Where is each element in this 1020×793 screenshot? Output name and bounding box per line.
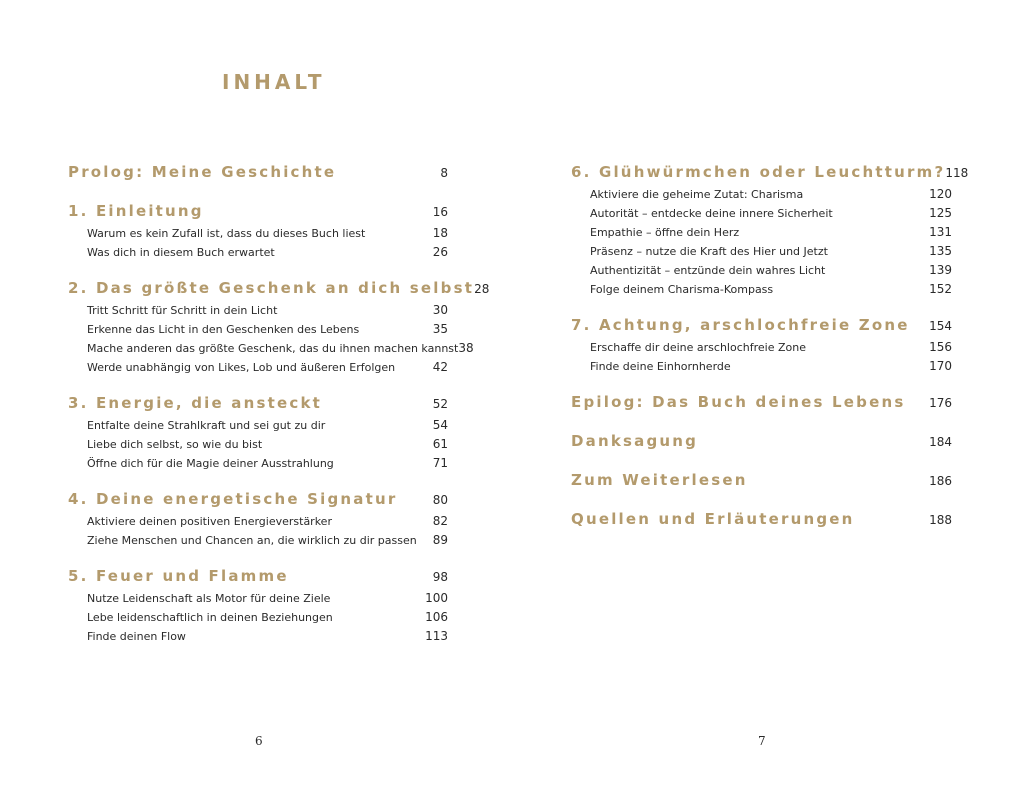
section-title: Lebe leidenschaftlich in deinen Beziehungen — [87, 611, 333, 624]
chapter-title: Zum Weiterlesen — [571, 471, 748, 489]
section-page-number: 100 — [425, 591, 448, 605]
section-entry[interactable] — [68, 437, 448, 456]
section-title: Mache anderen das größte Geschenk, das du ihnen machen kannst — [87, 342, 459, 355]
chapter-page-number: 8 — [440, 166, 448, 180]
section-entry[interactable] — [68, 629, 448, 648]
toc-heading: INHALT — [222, 70, 326, 94]
section-page-number: 89 — [432, 533, 448, 547]
chapter-title: 7. Achtung, arschlochfreie Zone — [571, 316, 910, 334]
section-title: Öffne dich für die Magie deiner Ausstrahlung — [87, 457, 334, 470]
chapter-page-number: 184 — [929, 435, 952, 449]
chapter-page-number: 186 — [929, 474, 952, 488]
toc-chapter — [571, 510, 952, 534]
section-page-number: 131 — [929, 225, 952, 239]
chapter-entry[interactable] — [571, 510, 952, 534]
chapter-entry[interactable] — [68, 490, 448, 514]
chapter-title: 1. Einleitung — [68, 202, 204, 220]
section-entry[interactable] — [571, 263, 952, 282]
chapter-title: 4. Deine energetische Signatur — [68, 490, 398, 508]
chapter-entry[interactable] — [68, 202, 448, 226]
toc-chapter — [571, 393, 952, 417]
section-title: Autorität – entdecke deine innere Sicherheit — [590, 207, 833, 220]
section-title: Präsenz – nutze die Kraft des Hier und Jetzt — [590, 245, 828, 258]
right-page — [510, 0, 1020, 793]
chapter-entry[interactable] — [571, 316, 952, 340]
section-entry[interactable] — [571, 244, 952, 263]
section-entry[interactable] — [68, 226, 448, 245]
chapter-entry[interactable] — [571, 432, 952, 456]
section-entry[interactable] — [68, 245, 448, 264]
chapter-page-number: 16 — [432, 205, 448, 219]
section-entry[interactable] — [68, 591, 448, 610]
chapter-page-number: 28 — [474, 282, 490, 296]
section-title: Nutze Leidenschaft als Motor für deine Ziele — [87, 592, 331, 605]
chapter-page-number: 154 — [929, 319, 952, 333]
chapter-page-number: 98 — [432, 570, 448, 584]
section-title: Finde deine Einhornherde — [590, 360, 731, 373]
section-page-number: 71 — [432, 456, 448, 470]
section-entry[interactable] — [68, 341, 474, 360]
toc-left — [68, 163, 490, 663]
section-title: Folge deinem Charisma-Kompass — [590, 283, 774, 296]
section-page-number: 61 — [432, 437, 448, 451]
chapter-page-number: 80 — [432, 493, 448, 507]
section-page-number: 120 — [929, 187, 952, 201]
section-title: Warum es kein Zufall ist, dass du dieses Buch liest — [87, 227, 366, 240]
section-title: Liebe dich selbst, so wie du bist — [87, 438, 263, 451]
chapter-page-number: 118 — [945, 166, 969, 180]
section-title: Entfalte deine Strahlkraft und sei gut zu dir — [87, 419, 326, 432]
section-entry[interactable] — [68, 456, 448, 475]
section-entry[interactable] — [571, 206, 952, 225]
section-title: Finde deinen Flow — [87, 630, 186, 643]
section-title: Aktiviere die geheime Zutat: Charisma — [590, 188, 804, 201]
section-entry[interactable] — [571, 282, 952, 301]
chapter-entry[interactable] — [68, 567, 448, 591]
chapter-page-number: 188 — [929, 513, 952, 527]
section-title: Was dich in diesem Buch erwartet — [87, 246, 275, 259]
section-entry[interactable] — [68, 360, 448, 379]
section-title: Empathie – öffne dein Herz — [590, 226, 740, 239]
chapter-title: 5. Feuer und Flamme — [68, 567, 289, 585]
toc-chapter — [571, 163, 969, 301]
section-title: Ziehe Menschen und Chancen an, die wirklich zu dir passen — [87, 534, 417, 547]
section-entry[interactable] — [68, 533, 448, 552]
section-title: Tritt Schritt für Schritt in dein Licht — [87, 304, 278, 317]
section-page-number: 139 — [929, 263, 952, 277]
chapter-title: Danksagung — [571, 432, 699, 450]
section-page-number: 125 — [929, 206, 952, 220]
toc-chapter — [68, 202, 448, 264]
section-page-number: 113 — [425, 629, 448, 643]
toc-right — [571, 163, 969, 549]
section-page-number: 54 — [432, 418, 448, 432]
section-entry[interactable] — [68, 514, 448, 533]
section-page-number: 38 — [458, 341, 474, 355]
section-page-number: 35 — [432, 322, 448, 336]
section-entry[interactable] — [571, 340, 952, 359]
section-entry[interactable] — [68, 610, 448, 629]
chapter-entry[interactable] — [68, 163, 448, 187]
section-entry[interactable] — [68, 418, 448, 437]
chapter-page-number: 52 — [432, 397, 448, 411]
section-page-number: 170 — [929, 359, 952, 373]
section-title: Authentizität – entzünde dein wahres Licht — [590, 264, 826, 277]
chapter-entry[interactable] — [68, 394, 448, 418]
toc-chapter — [68, 490, 448, 552]
page-number-left: 6 — [255, 734, 263, 748]
chapter-title: Epilog: Das Buch deines Lebens — [571, 393, 906, 411]
toc-chapter — [571, 316, 952, 378]
chapter-entry[interactable] — [571, 163, 969, 187]
section-page-number: 156 — [929, 340, 952, 354]
section-entry[interactable] — [68, 303, 448, 322]
chapter-title: 6. Glühwürmchen oder Leuchtturm? — [571, 163, 946, 181]
section-title: Erschaffe dir deine arschlochfreie Zone — [590, 341, 806, 354]
chapter-title: Quellen und Erläuterungen — [571, 510, 855, 528]
section-page-number: 30 — [432, 303, 448, 317]
toc-chapter — [68, 567, 448, 648]
section-page-number: 26 — [432, 245, 448, 259]
chapter-entry[interactable] — [68, 279, 490, 303]
section-entry[interactable] — [68, 322, 448, 341]
section-page-number: 18 — [432, 226, 448, 240]
chapter-title: Prolog: Meine Geschichte — [68, 163, 337, 181]
toc-chapter — [571, 432, 952, 456]
chapter-title: 2. Das größte Geschenk an dich selbst — [68, 279, 475, 297]
chapter-page-number: 176 — [929, 396, 952, 410]
section-title: Werde unabhängig von Likes, Lob und äußeren Erfolgen — [87, 361, 396, 374]
toc-chapter — [68, 163, 448, 187]
section-page-number: 82 — [432, 514, 448, 528]
chapter-entry[interactable] — [571, 393, 952, 417]
section-entry[interactable] — [571, 225, 952, 244]
chapter-entry[interactable] — [571, 471, 952, 495]
toc-chapter — [571, 471, 952, 495]
section-title: Aktiviere deinen positiven Energieverstärker — [87, 515, 332, 528]
section-page-number: 135 — [929, 244, 952, 258]
page-number-right: 7 — [758, 734, 766, 748]
section-page-number: 106 — [425, 610, 448, 624]
toc-chapter — [68, 394, 448, 475]
chapter-title: 3. Energie, die ansteckt — [68, 394, 323, 412]
section-page-number: 152 — [929, 282, 952, 296]
toc-chapter — [68, 279, 490, 379]
section-title: Erkenne das Licht in den Geschenken des Lebens — [87, 323, 360, 336]
section-page-number: 42 — [432, 360, 448, 374]
section-entry[interactable] — [571, 359, 952, 378]
section-entry[interactable] — [571, 187, 952, 206]
